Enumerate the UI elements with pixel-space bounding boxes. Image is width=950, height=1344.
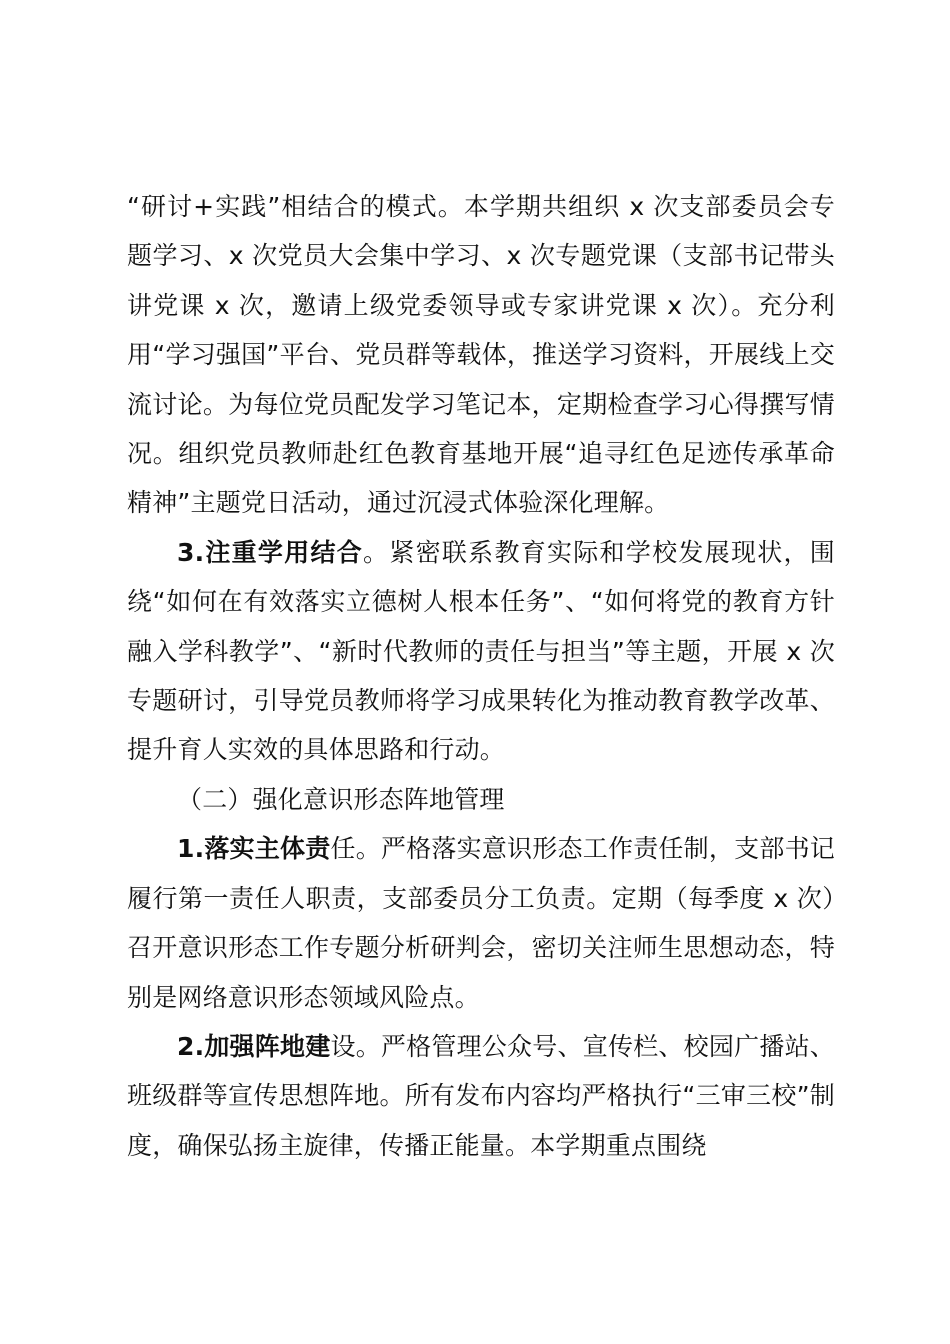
section-heading-text: （二）强化意识形态阵地管理 xyxy=(177,784,505,814)
paragraph-3-heading: 1.落实主体责 xyxy=(177,834,331,864)
paragraph-3 xyxy=(127,824,835,1022)
section-heading xyxy=(127,775,835,824)
paragraph-2-text: 。紧密联系教育实际和学校发展现状，围绕“如何在有效落实立德树人根本任务”、“如何将党的教育方针融入学科教学”、“新时代教师的责任与担当”等主题，开展 x 次专题研讨，引导党员教师将学习成果转化为推动教育教学改革、提升育人实效的具体思路和行动。 xyxy=(127,537,835,765)
paragraph-1 xyxy=(127,182,835,528)
paragraph-3-text: 任。严格落实意识形态工作责任制，支部书记履行第一责任人职责，支部委员分工负责。定期（每季度 x 次）召开意识形态工作专题分析研判会，密切关注师生思想动态，特别是网络意识形态领域风险点。 xyxy=(127,834,835,1012)
document-page xyxy=(127,182,835,1170)
paragraph-2-heading: 3.注重学用结合 xyxy=(177,537,364,567)
paragraph-4-heading: 2.加强阵地建 xyxy=(177,1031,331,1061)
paragraph-2 xyxy=(127,528,835,775)
paragraph-1-text: “研讨+实践”相结合的模式。本学期共组织 x 次支部委员会专题学习、x 次党员大会集中学习、x 次专题党课（支部书记带头讲党课 x 次，邀请上级党委领导或专家讲党课 x 次）。充分利用“学习强国”平台、党员群等载体，推送学习资料，开展线上交流讨论。为每位党员配发学习笔记本，定期检查学习心得撰写情况。组织党员教师赴红色教育基地开展“追寻红色足迹传承革命精神”主题党日活动，通过沉浸式体验深化理解。 xyxy=(127,192,835,518)
paragraph-4 xyxy=(127,1022,835,1170)
paragraph-4-text: 设。严格管理公众号、宣传栏、校园广播站、班级群等宣传思想阵地。所有发布内容均严格执行“三审三校”制度，确保弘扬主旋律，传播正能量。本学期重点围绕 xyxy=(127,1031,835,1160)
